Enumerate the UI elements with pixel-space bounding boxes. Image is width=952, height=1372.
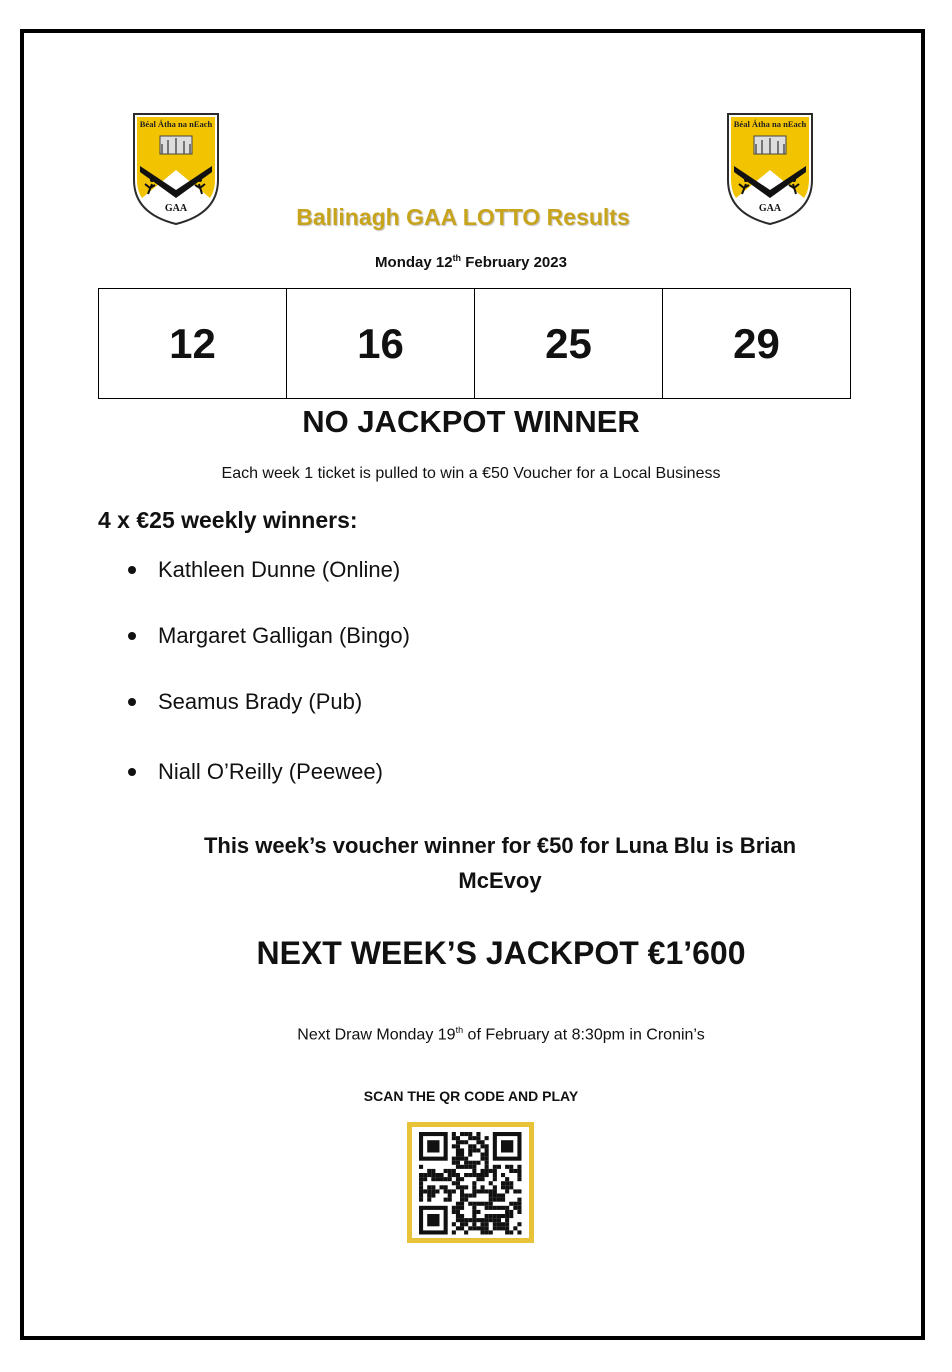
bullet-icon	[128, 698, 136, 706]
next-draw-info	[0, 1025, 952, 1044]
winner-name: Niall O’Reilly (Peewee)	[158, 759, 383, 784]
crest-gaa-logo: GAA	[758, 203, 782, 214]
winning-number: 16	[287, 289, 475, 398]
weekly-voucher-note: Each week 1 ticket is pulled to win a €50 Voucher for a Local Business	[221, 465, 721, 482]
winning-numbers-table	[98, 288, 851, 399]
scan-qr-label: SCAN THE QR CODE AND PLAY	[363, 1088, 579, 1104]
winning-number: 29	[733, 319, 780, 367]
next-draw-ordinal: th	[455, 1025, 464, 1035]
winner-name: Margaret Galligan (Bingo)	[158, 623, 410, 648]
jackpot-status: NO JACKPOT WINNER	[302, 404, 640, 439]
winner-name: Seamus Brady (Pub)	[158, 689, 363, 714]
winner-list-item	[128, 689, 362, 715]
qr-code[interactable]	[407, 1122, 534, 1243]
crest-motto: Béal Átha na nEach	[139, 119, 213, 129]
bullet-icon	[128, 566, 136, 574]
draw-date-rest: February 2023	[461, 254, 567, 271]
weekly-winners-heading: 4 x €25 weekly winners:	[98, 507, 358, 533]
next-draw-rest: of February at 8:30pm in Cronin’s	[463, 1026, 705, 1044]
page-title: Ballinagh GAA LOTTO Results	[296, 204, 630, 230]
crest-gaa-logo: GAA	[164, 203, 188, 214]
draw-date-prefix: Monday 12	[375, 254, 453, 271]
winner-list-item	[128, 759, 383, 785]
crest-motto: Béal Átha na nEach	[733, 119, 807, 129]
bullet-icon	[128, 768, 136, 776]
winning-number: 12	[99, 289, 287, 398]
winner-name: Kathleen Dunne (Online)	[158, 557, 401, 582]
draw-date	[0, 253, 942, 271]
voucher-winner-text: This week’s voucher winner for €50 for Luna Blu is Brian McEvoy	[203, 833, 797, 893]
next-draw-prefix: Next Draw Monday 19	[297, 1026, 456, 1044]
next-jackpot: NEXT WEEK’S JACKPOT €1’600	[256, 935, 746, 971]
bullet-icon	[128, 632, 136, 640]
winner-list-item	[128, 623, 410, 649]
winning-number: 25	[475, 289, 663, 398]
winner-list-item	[128, 557, 400, 583]
draw-date-ordinal: th	[452, 253, 462, 263]
